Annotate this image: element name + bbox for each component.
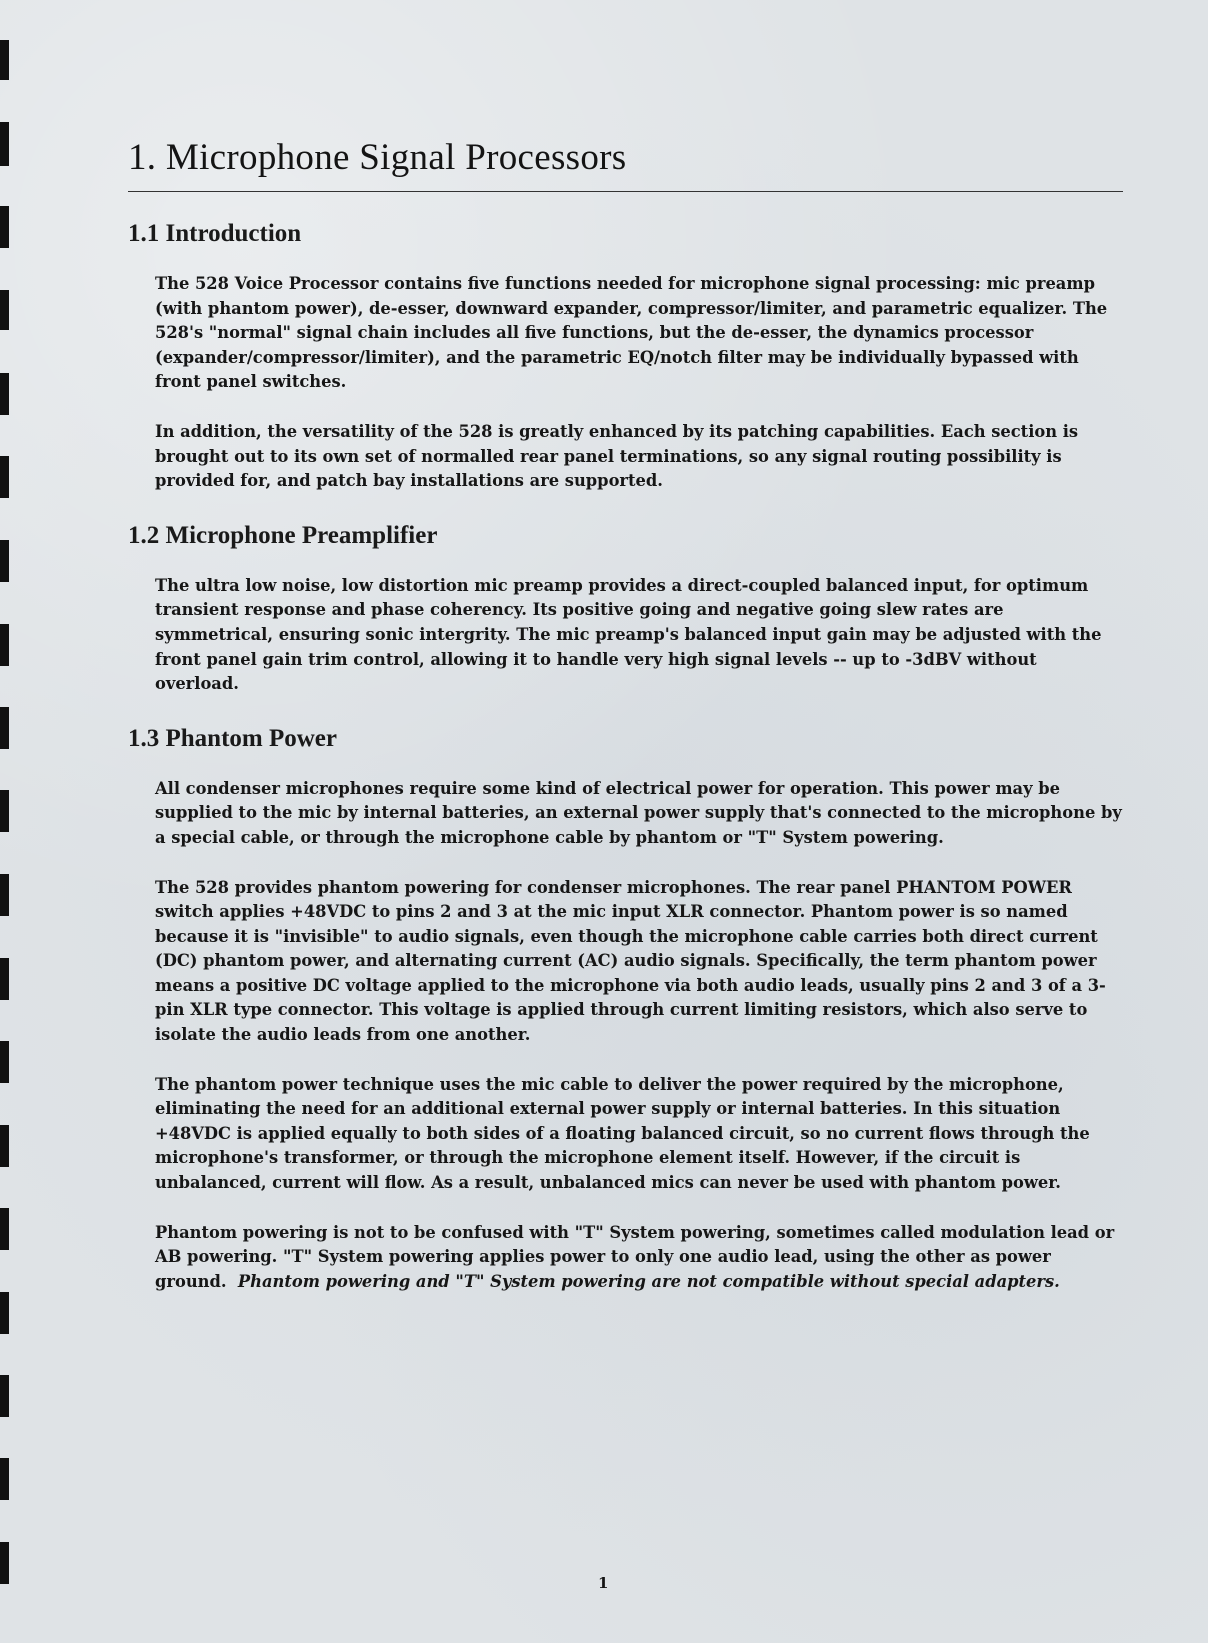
binding-hole <box>0 958 9 1000</box>
binding-edge <box>0 0 14 1643</box>
binding-hole <box>0 1208 9 1250</box>
binding-hole <box>0 373 9 415</box>
paragraph: The ultra low noise, low distortion mic preamp provides a direct-coupled balanced input, for optimum transient response and phase coherency. Its positive going and negative going slew rates are symmetrical, ensuring sonic intergrity. The mic preamp's balanced input gain may be adjusted with the front panel gain trim control, allowing it to handle very high signal levels -- up to -3dBV without overload. <box>155 575 1102 694</box>
paragraph: The 528 Voice Processor contains five functions needed for microphone signal processing: mic preamp (with phantom power), de-esser, downward expander, compressor/limiter, and parametric equalizer. The 528's "normal" signal chain includes all five functions, but the de-esser, the dynamics processor (expander/compressor/limiter), and the parametric EQ/notch filter may be individually bypassed with front panel switches. <box>155 274 1108 392</box>
chapter-title: 1. Microphone Signal Processors <box>128 130 1123 192</box>
binding-hole <box>0 1041 9 1083</box>
italic-note: Phantom powering and "T" System powering are not compatible without special adapters. <box>237 1271 1060 1291</box>
binding-hole <box>0 1458 9 1500</box>
binding-hole <box>0 1542 9 1584</box>
section-heading: 1.3 Phantom Power <box>128 724 337 752</box>
paragraph-text: Phantom powering is not to be confused with "T" System powering, sometimes called modulation lead or AB powering. "T" System powering applies power to only one audio lead, using the other as power ground. <box>155 1222 1115 1291</box>
paragraph <box>155 1221 1123 1295</box>
binding-hole <box>0 540 9 582</box>
binding-hole <box>0 206 9 248</box>
document-page <box>128 130 1123 1319</box>
paragraph: All condenser microphones require some kind of electrical power for operation. This power may be supplied to the mic by internal batteries, an external power supply that's connected to the microphone by a special cable, or through the microphone cable by phantom or "T" System powering. <box>155 778 1122 847</box>
section-heading: 1.2 Microphone Preamplifier <box>128 521 438 549</box>
binding-hole <box>0 290 9 330</box>
binding-hole <box>0 874 9 916</box>
paragraph: The 528 provides phantom powering for condenser microphones. The rear panel PHANTOM POWER switch applies +48VDC to pins 2 and 3 at the mic input XLR connector. Phantom power is so named because it is "invisible" to audio signals, even though the microphone cable carries both direct current (DC) phantom power, and alternating current (AC) audio signals. Specifically, the term phantom power means a positive DC voltage applied to the microphone via both audio leads, usually pins 2 and 3 of a 3-pin XLR type connector. This voltage is applied through current limiting resistors, which also serve to isolate the audio leads from one another. <box>155 877 1106 1045</box>
section-microphone-preamplifier <box>128 522 1123 697</box>
binding-hole <box>0 1292 9 1334</box>
section-heading: 1.1 Introduction <box>128 220 302 247</box>
page-number: 1 <box>598 1574 609 1592</box>
binding-hole <box>0 40 9 80</box>
section-body <box>155 574 1123 697</box>
binding-hole <box>0 122 9 166</box>
binding-hole <box>0 456 9 498</box>
binding-hole <box>0 707 9 749</box>
binding-hole <box>0 1375 9 1417</box>
paragraph: In addition, the versatility of the 528 is greatly enhanced by its patching capabilities. Each section is brought out to its own set of normalled rear panel terminations, so any signal routing possibility is provided for, and patch bay installations are supported. <box>155 421 1079 491</box>
binding-hole <box>0 790 9 832</box>
section-body <box>155 272 1123 494</box>
paragraph: The phantom power technique uses the mic cable to deliver the power required by the microphone, eliminating the need for an additional external power supply or internal batteries. In this situation +48VDC is applied equally to both sides of a floating balanced circuit, so no current flows through the microphone's transformer, or through the microphone element itself. However, if the circuit is unbalanced, current will flow. As a result, unbalanced mics can never be used with phantom power. <box>155 1074 1090 1193</box>
binding-hole <box>0 1125 9 1167</box>
binding-hole <box>0 624 9 666</box>
section-body <box>155 777 1123 1295</box>
section-introduction <box>128 220 1123 494</box>
section-phantom-power <box>128 725 1123 1295</box>
